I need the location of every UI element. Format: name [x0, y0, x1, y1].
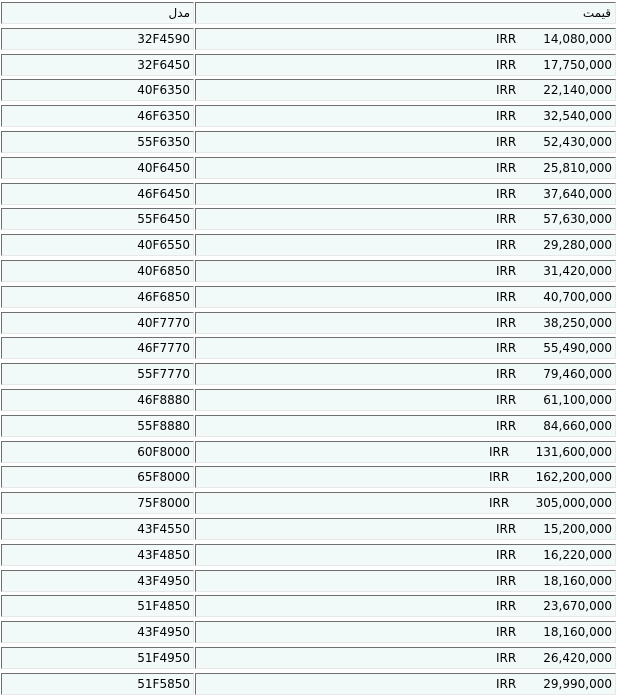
- currency-label: IRR: [496, 83, 517, 98]
- table-header-row: [1, 2, 616, 24]
- currency-label: IRR: [496, 650, 517, 665]
- price-cell: [195, 441, 616, 463]
- header-price: قیمت: [195, 2, 616, 24]
- model-cell: 51F5850: [1, 673, 194, 695]
- model-cell: 32F6450: [1, 54, 194, 76]
- price-cell: [195, 79, 616, 101]
- table-row: [1, 492, 616, 514]
- price-amount: 40,700,000: [543, 289, 612, 304]
- price-cell: [195, 647, 616, 669]
- currency-label: IRR: [496, 31, 517, 46]
- table-row: [1, 673, 616, 695]
- price-cell: [195, 337, 616, 359]
- table-row: [1, 131, 616, 153]
- currency-label: IRR: [496, 263, 517, 278]
- price-amount: 305,000,000: [535, 496, 612, 511]
- currency-label: IRR: [496, 418, 517, 433]
- table-row: [1, 415, 616, 437]
- model-cell: 32F4590: [1, 28, 194, 50]
- price-amount: 23,670,000: [543, 599, 612, 614]
- price-amount: 79,460,000: [543, 367, 612, 382]
- model-cell: 43F4950: [1, 570, 194, 592]
- price-cell: [195, 544, 616, 566]
- price-table: [1, 2, 616, 699]
- table-body: [1, 28, 616, 695]
- model-cell: 55F7770: [1, 363, 194, 385]
- model-cell: 51F4950: [1, 647, 194, 669]
- currency-label: IRR: [496, 547, 517, 562]
- model-cell: 43F4950: [1, 621, 194, 643]
- price-cell: [195, 673, 616, 695]
- model-cell: 51F4850: [1, 595, 194, 617]
- currency-label: IRR: [489, 470, 510, 485]
- price-amount: 18,160,000: [543, 625, 612, 640]
- price-cell: [195, 183, 616, 205]
- price-cell: [195, 312, 616, 334]
- price-amount: 55,490,000: [543, 341, 612, 356]
- price-amount: 29,280,000: [543, 238, 612, 253]
- model-cell: 60F8000: [1, 441, 194, 463]
- price-amount: 17,750,000: [543, 57, 612, 72]
- price-cell: [195, 260, 616, 282]
- table-row: [1, 518, 616, 540]
- model-cell: 46F7770: [1, 337, 194, 359]
- table-row: [1, 54, 616, 76]
- price-cell: [195, 415, 616, 437]
- price-amount: 18,160,000: [543, 573, 612, 588]
- table-row: [1, 389, 616, 411]
- currency-label: IRR: [496, 392, 517, 407]
- price-amount: 37,640,000: [543, 186, 612, 201]
- currency-label: IRR: [496, 676, 517, 691]
- model-cell: 55F6450: [1, 208, 194, 230]
- price-cell: [195, 286, 616, 308]
- table-row: [1, 595, 616, 617]
- currency-label: IRR: [496, 57, 517, 72]
- currency-label: IRR: [496, 573, 517, 588]
- currency-label: IRR: [496, 289, 517, 304]
- price-amount: 31,420,000: [543, 263, 612, 278]
- table-row: [1, 28, 616, 50]
- currency-label: IRR: [496, 599, 517, 614]
- currency-label: IRR: [489, 444, 510, 459]
- price-amount: 15,200,000: [543, 521, 612, 536]
- price-amount: 14,080,000: [543, 31, 612, 46]
- table-row: [1, 208, 616, 230]
- price-amount: 26,420,000: [543, 650, 612, 665]
- currency-label: IRR: [496, 134, 517, 149]
- table-row: [1, 105, 616, 127]
- currency-label: IRR: [496, 315, 517, 330]
- model-cell: 46F6850: [1, 286, 194, 308]
- price-cell: [195, 518, 616, 540]
- price-cell: [195, 208, 616, 230]
- table-row: [1, 570, 616, 592]
- model-cell: 46F6350: [1, 105, 194, 127]
- price-cell: [195, 234, 616, 256]
- currency-label: IRR: [489, 496, 510, 511]
- table-row: [1, 466, 616, 488]
- price-cell: [195, 54, 616, 76]
- model-cell: 40F6350: [1, 79, 194, 101]
- price-amount: 25,810,000: [543, 160, 612, 175]
- currency-label: IRR: [496, 109, 517, 124]
- price-cell: [195, 621, 616, 643]
- model-cell: 55F6350: [1, 131, 194, 153]
- table-row: [1, 234, 616, 256]
- price-amount: 61,100,000: [543, 392, 612, 407]
- price-cell: [195, 466, 616, 488]
- price-amount: 29,990,000: [543, 676, 612, 691]
- table-row: [1, 363, 616, 385]
- price-cell: [195, 595, 616, 617]
- table-row: [1, 337, 616, 359]
- table-row: [1, 441, 616, 463]
- price-cell: [195, 492, 616, 514]
- currency-label: IRR: [496, 341, 517, 356]
- table-row: [1, 260, 616, 282]
- model-cell: 46F8880: [1, 389, 194, 411]
- price-cell: [195, 389, 616, 411]
- model-cell: 43F4550: [1, 518, 194, 540]
- currency-label: IRR: [496, 186, 517, 201]
- price-amount: 52,430,000: [543, 134, 612, 149]
- model-cell: 43F4850: [1, 544, 194, 566]
- table-row: [1, 79, 616, 101]
- table-row: [1, 621, 616, 643]
- model-cell: 46F6450: [1, 183, 194, 205]
- price-cell: [195, 570, 616, 592]
- price-amount: 162,200,000: [535, 470, 612, 485]
- model-cell: 40F6850: [1, 260, 194, 282]
- price-cell: [195, 28, 616, 50]
- table-row: [1, 544, 616, 566]
- price-amount: 32,540,000: [543, 109, 612, 124]
- table-row: [1, 647, 616, 669]
- model-cell: 40F6450: [1, 157, 194, 179]
- price-amount: 131,600,000: [535, 444, 612, 459]
- price-amount: 16,220,000: [543, 547, 612, 562]
- table-row: [1, 183, 616, 205]
- price-cell: [195, 131, 616, 153]
- model-cell: 55F8880: [1, 415, 194, 437]
- model-cell: 40F6550: [1, 234, 194, 256]
- currency-label: IRR: [496, 160, 517, 175]
- price-amount: 84,660,000: [543, 418, 612, 433]
- model-cell: 40F7770: [1, 312, 194, 334]
- currency-label: IRR: [496, 625, 517, 640]
- table-row: [1, 312, 616, 334]
- price-amount: 57,630,000: [543, 212, 612, 227]
- currency-label: IRR: [496, 238, 517, 253]
- table-row: [1, 286, 616, 308]
- price-amount: 22,140,000: [543, 83, 612, 98]
- currency-label: IRR: [496, 212, 517, 227]
- currency-label: IRR: [496, 521, 517, 536]
- currency-label: IRR: [496, 367, 517, 382]
- header-model: مدل: [1, 2, 194, 24]
- price-cell: [195, 105, 616, 127]
- price-cell: [195, 363, 616, 385]
- price-cell: [195, 157, 616, 179]
- model-cell: 65F8000: [1, 466, 194, 488]
- table-row: [1, 157, 616, 179]
- model-cell: 75F8000: [1, 492, 194, 514]
- price-amount: 38,250,000: [543, 315, 612, 330]
